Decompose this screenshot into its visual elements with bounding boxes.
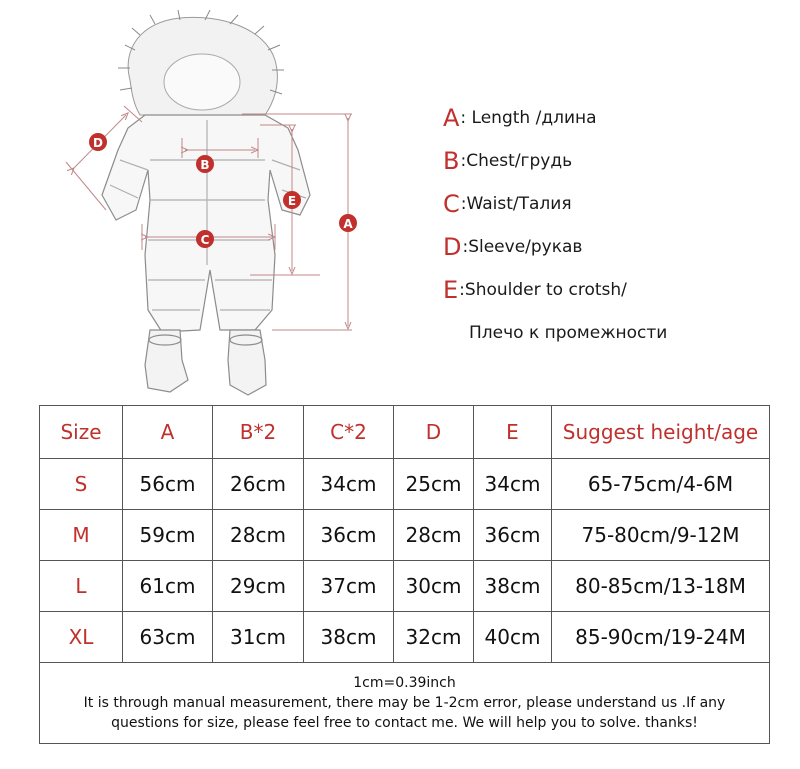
snowsuit-illustration [60, 10, 400, 400]
table-row [40, 459, 770, 510]
header-a: A [123, 406, 213, 459]
legend-item-e-continuation: Плечо к промежности [469, 322, 668, 343]
header-size: Size [40, 406, 123, 459]
table-row [40, 612, 770, 663]
table-cell: 28cm [213, 510, 304, 561]
marker-a-label: A [343, 217, 353, 231]
table-cell: 37cm [304, 561, 394, 612]
size-chart-table [39, 405, 770, 744]
header-d: D [394, 406, 474, 459]
marker-b-label: B [200, 158, 210, 172]
legend-text: :Waist/Талия [460, 193, 572, 214]
size-cell: M [40, 510, 123, 561]
header-suggest: Suggest height/age [552, 406, 770, 459]
table-cell: 25cm [394, 459, 474, 510]
marker-a [339, 214, 357, 232]
fur-hood [118, 10, 284, 115]
legend-item-e [443, 268, 783, 311]
marker-e-label: E [287, 194, 297, 208]
table-cell: 63cm [123, 612, 213, 663]
legend-letter: D [443, 232, 462, 261]
table-note-row [40, 663, 770, 744]
table-row [40, 510, 770, 561]
table-cell: 36cm [304, 510, 394, 561]
size-cell: XL [40, 612, 123, 663]
header-e: E [474, 406, 552, 459]
table-header-row [40, 406, 770, 459]
legend-text: :Chest/грудь [460, 150, 573, 171]
table-cell: 40cm [474, 612, 552, 663]
marker-c-label: C [200, 233, 210, 247]
snowsuit-measurement-diagram [60, 10, 400, 400]
table-cell: 56cm [123, 459, 213, 510]
legend-letter: B [443, 146, 460, 175]
legend-item-d [443, 225, 783, 268]
legend-text: : Length /длина [460, 107, 597, 128]
conversion-note: 1cm=0.39inch [353, 675, 456, 691]
marker-c [196, 230, 214, 248]
table-cell: 31cm [213, 612, 304, 663]
marker-d [89, 133, 107, 151]
legend-text: :Shoulder to crotsh/ [459, 279, 627, 300]
legend-item-b [443, 139, 783, 182]
table-cell: 75-80cm/9-12M [552, 510, 770, 561]
table-cell: 32cm [394, 612, 474, 663]
legend-text: :Sleeve/рукав [462, 236, 583, 257]
legend-letter: C [443, 189, 460, 218]
header-c: C*2 [304, 406, 394, 459]
measurement-note [40, 663, 770, 744]
marker-e [283, 191, 301, 209]
table-cell: 38cm [474, 561, 552, 612]
table-cell: 34cm [304, 459, 394, 510]
marker-b [196, 155, 214, 173]
legend-item-c [443, 182, 783, 225]
marker-d-label: D [93, 136, 103, 150]
table-cell: 29cm [213, 561, 304, 612]
table-cell: 61cm [123, 561, 213, 612]
table-cell: 65-75cm/4-6M [552, 459, 770, 510]
legend-letter: A [443, 103, 460, 132]
table-cell: 26cm [213, 459, 304, 510]
legend-item-a [443, 96, 783, 139]
table-cell: 38cm [304, 612, 394, 663]
table-cell: 36cm [474, 510, 552, 561]
table-cell: 30cm [394, 561, 474, 612]
size-cell: L [40, 561, 123, 612]
table-cell: 80-85cm/13-18M [552, 561, 770, 612]
error-note: It is through manual measurement, there may be 1-2cm error, please understand us .If any questions for size, please feel free to contact me. We will help you to solve. thanks! [83, 695, 726, 731]
size-cell: S [40, 459, 123, 510]
header-b: B*2 [213, 406, 304, 459]
table-cell: 85-90cm/19-24M [552, 612, 770, 663]
table-cell: 59cm [123, 510, 213, 561]
table-row [40, 561, 770, 612]
table-cell: 28cm [394, 510, 474, 561]
legend-letter: E [443, 275, 459, 304]
table-cell: 34cm [474, 459, 552, 510]
measurement-legend [443, 96, 783, 354]
